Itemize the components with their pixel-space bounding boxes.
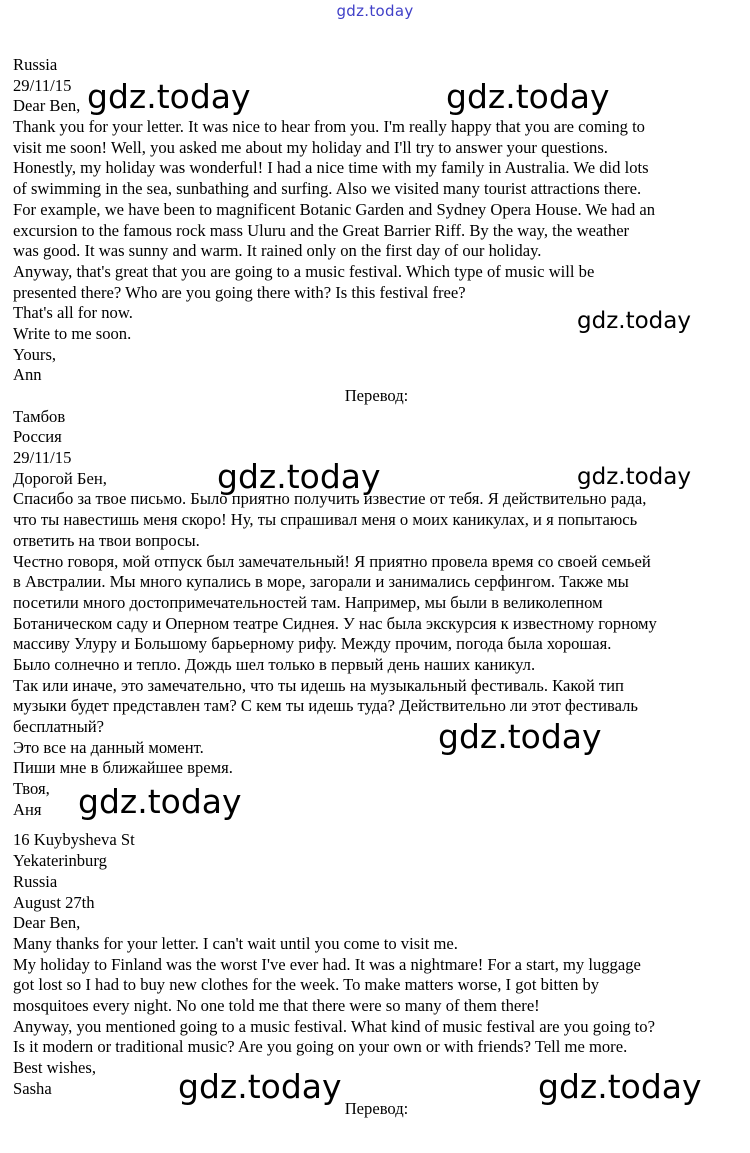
letter-line: of swimming in the sea, sunbathing and surfing. Also we visited many tourist attractions there. [13, 179, 642, 199]
letter-line: Честно говоря, мой отпуск был замечательный! Я приятно провела время со своей семьей [13, 551, 651, 571]
letter-line: excursion to the famous rock mass Uluru and the Great Barrier Riff. By the way, the weather [13, 220, 630, 240]
letter-line: Dear Ben, [13, 96, 81, 116]
letter-line: посетили много достопримечательностей там. Например, мы были в великолепном [13, 592, 603, 612]
letter-line: presented there? Who are you going there with? Is this festival free? [13, 282, 466, 302]
letter-line: Best wishes, [13, 1058, 96, 1077]
letter-line: 16 Kuybysheva St [13, 830, 135, 850]
letter-line: Дорогой Бен, [13, 468, 107, 488]
letter-line: Твоя, [13, 779, 50, 799]
section-gap [13, 820, 740, 830]
letter-line: Russia [13, 871, 58, 891]
letter-line: Спасибо за твое письмо. Было приятно получить известие от тебя. Я действительно рада, [13, 489, 647, 509]
letter-line: Many thanks for your letter. I can't wait until you come to visit me. [13, 933, 458, 953]
letter-line: Anyway, that's great that you are going to a music festival. Which type of music will be [13, 261, 595, 281]
watermark-text: gdz.today [217, 457, 381, 496]
letter-line: Write to me soon. [13, 323, 132, 343]
watermark-text: gdz.today [577, 308, 691, 334]
letter-line: Russia [13, 55, 58, 74]
letter-line: got lost so I had to buy new clothes for the week. To make matters worse, I got bitten by [13, 975, 600, 995]
letter-line: That's all for now. [13, 303, 133, 323]
translation-heading: Перевод: [344, 1099, 409, 1119]
letter-line: Аня [13, 799, 42, 819]
letter-line: Ann [13, 365, 42, 385]
letter-line: массиву Улуру и Большому барьерному рифу. Между прочим, погода была хорошая. [13, 634, 612, 654]
letter-line: Yours, [13, 344, 57, 364]
letter-line: Anyway, you mentioned going to a music festival. What kind of music festival are you going to? [13, 1016, 655, 1036]
document-body [13, 55, 740, 1120]
letter-line: 29/11/15 [13, 448, 72, 468]
site-header-watermark: gdz.today [336, 2, 414, 20]
letter-line: Sasha [13, 1078, 52, 1098]
letter-line: что ты навестишь меня скоро! Ну, ты спрашивал меня о моих каникулах, и я попытаюсь [13, 510, 638, 530]
letter-line: Это все на данный момент. [13, 737, 204, 757]
letter-english-2 [13, 830, 740, 1099]
letter-line: For example, we have been to magnificent Botanic Garden and Sydney Opera House. We had an [13, 199, 656, 219]
letter-line: August 27th [13, 892, 95, 912]
letter-line: Is it modern or traditional music? Are you going on your own or with friends? Tell me more. [13, 1037, 628, 1057]
letter-line: бесплатный? [13, 717, 104, 736]
letter-line: Honestly, my holiday was wonderful! I had a nice time with my family in Australia. We did lots [13, 158, 649, 178]
letter-line: Yekaterinburg [13, 851, 107, 871]
translation-heading: Перевод: [344, 386, 409, 405]
letter-line: Ботаническом саду и Оперном театре Сиднея. У нас была экскурсия к известному горному [13, 613, 657, 633]
watermark-text: gdz.today [538, 1067, 702, 1106]
watermark-text: gdz.today [78, 782, 242, 821]
letter-line: Thank you for your letter. It was nice to hear from you. I'm really happy that you are coming to [13, 117, 645, 137]
letter-line: visit me soon! Well, you asked me about my holiday and I'll try to answer your questions. [13, 137, 608, 157]
watermark-text: gdz.today [446, 77, 610, 116]
letter-line: mosquitoes every night. No one told me that there were so many of them there! [13, 995, 540, 1015]
letter-line: ответить на твои вопросы. [13, 530, 200, 550]
letter-line: Dear Ben, [13, 913, 81, 933]
watermark-text: gdz.today [438, 717, 602, 756]
letter-line: Пиши мне в ближайшее время. [13, 758, 233, 778]
watermark-text: gdz.today [577, 464, 691, 490]
watermark-text: gdz.today [87, 77, 251, 116]
letter-line: My holiday to Finland was the worst I've ever had. It was a nightmare! For a start, my luggage [13, 954, 641, 974]
letter-line: Тамбов [13, 406, 66, 426]
letter-line: музыки будет представлен там? С кем ты идешь туда? Действительно ли этот фестиваль [13, 696, 638, 716]
letter-line: Россия [13, 427, 62, 447]
letter-line: Было солнечно и тепло. Дождь шел только в первый день наших каникул. [13, 654, 536, 674]
letter-line: в Австралии. Мы много купались в море, загорали и занимались серфингом. Также мы [13, 572, 629, 592]
watermark-text: gdz.today [178, 1067, 342, 1106]
letter-line: was good. It was sunny and warm. It rained only on the first day of our holiday. [13, 241, 542, 261]
letter-line: 29/11/15 [13, 75, 72, 95]
letter-line: Так или иначе, это замечательно, что ты идешь на музыкальный фестиваль. Какой тип [13, 675, 624, 695]
